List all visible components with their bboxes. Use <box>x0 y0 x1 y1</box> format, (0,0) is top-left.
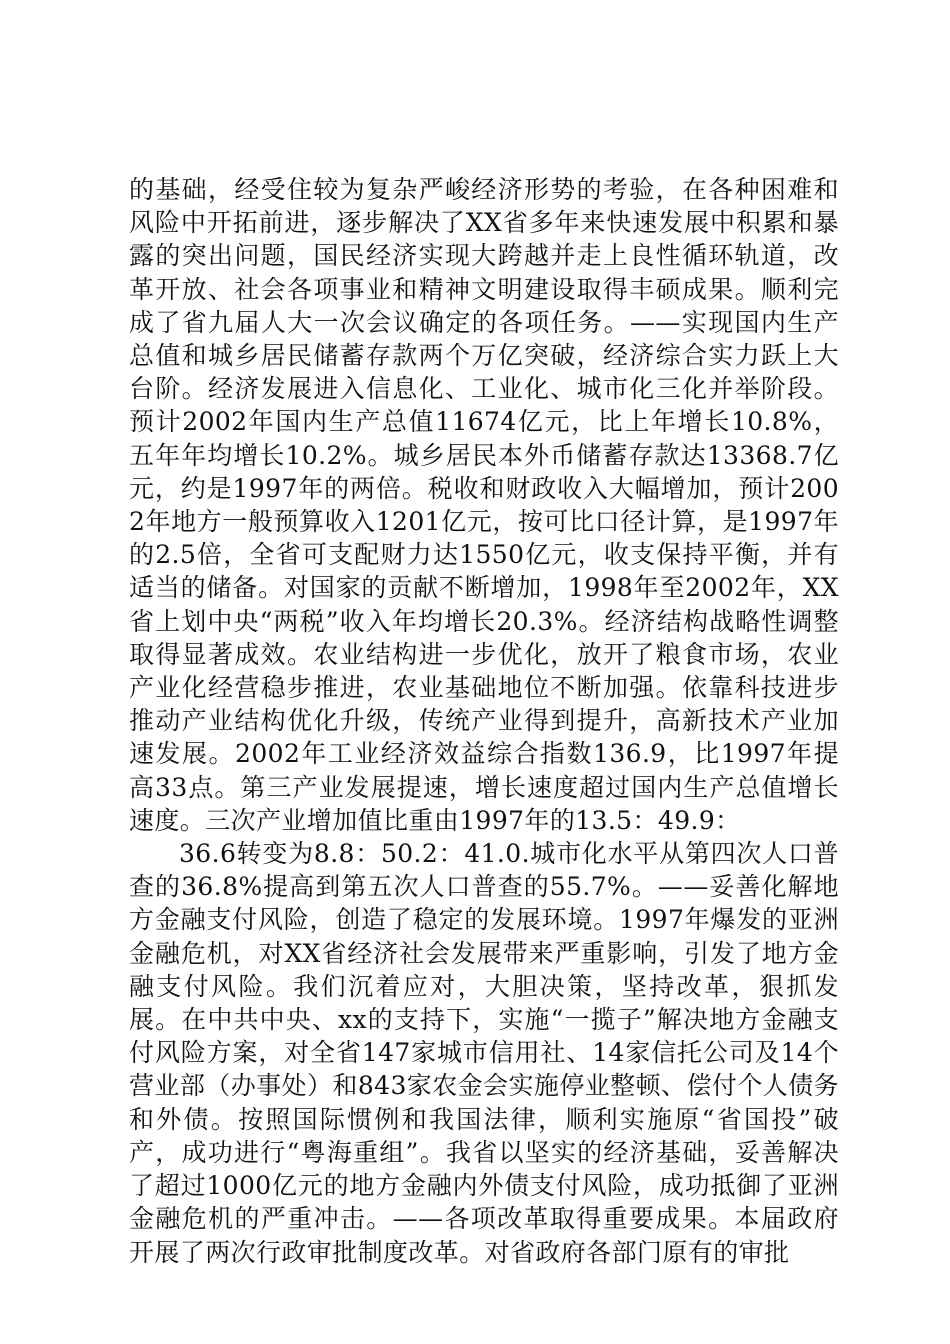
paragraph-1: 的基础，经受住较为复杂严峻经济形势的考验，在各种困难和风险中开拓前进，逐步解决了XX省多年来快速发展中积累和暴露的突出问题，国民经济实现大跨越并走上良性循环轨道，改革开放、社会各项事业和精神文明建设取得丰硕成果。顺利完成了省九届人大一次会议确定的各项任务。——实现国内生产总值和城乡居民储蓄存款两个万亿突破，经济综合实力跃上大台阶。经济发展进入信息化、工业化、城市化三化并举阶段。预计2002年国内生产总值11674亿元，比上年增长10.8%，五年年均增长10.2%。城乡居民本外币储蓄存款达13368.7亿元，约是1997年的两倍。税收和财政收入大幅增加，预计2002年地方一般预算收入1201亿元，按可比口径计算，是1997年的2.5倍，全省可支配财力达1550亿元，收支保持平衡，并有适当的储备。对国家的贡献不断增加，1998年至2002年，XX省上划中央“两税”收入年均增长20.3%。经济结构战略性调整取得显著成效。农业结构进一步优化，放开了粮食市场，农业产业化经营稳步推进，农业基础地位不断加强。依靠科技进步推动产业结构优化升级，传统产业得到提升，高新技术产业加速发展。2002年工业经济效益综合指数136.9，比1997年提高33点。第三产业发展提速，增长速度超过国内生产总值增长速度。三次产业增加值比重由1997年的13.5：49.9： <box>129 175 839 835</box>
paragraph-2: 36.6转变为8.8：50.2：41.0.城市化水平从第四次人口普查的36.8%提高到第五次人口普查的55.7%。——妥善化解地方金融支付风险，创造了稳定的发展环境。1997年爆发的亚洲金融危机，对XX省经济社会发展带来严重影响，引发了地方金融支付风险。我们沉着应对，大胆决策，坚持改革，狠抓发展。在中共中央、xx的支持下，实施“一揽子”解决地方金融支付风险方案，对全省147家城市信用社、14家信托公司及14个营业部（办事处）和843家农金会实施停业整顿、偿付个人债务和外债。按照国际惯例和我国法律，顺利实施原“省国投”破产，成功进行“粤海重组”。我省以坚实的经济基础，妥善解决了超过1000亿元的地方金融内外债支付风险，成功抵御了亚洲金融危机的严重冲击。——各项改革取得重要成果。本届政府开展了两次行政审批制度改革。对省政府各部门原有的审批 <box>129 839 839 1267</box>
body-text <box>129 173 839 1269</box>
